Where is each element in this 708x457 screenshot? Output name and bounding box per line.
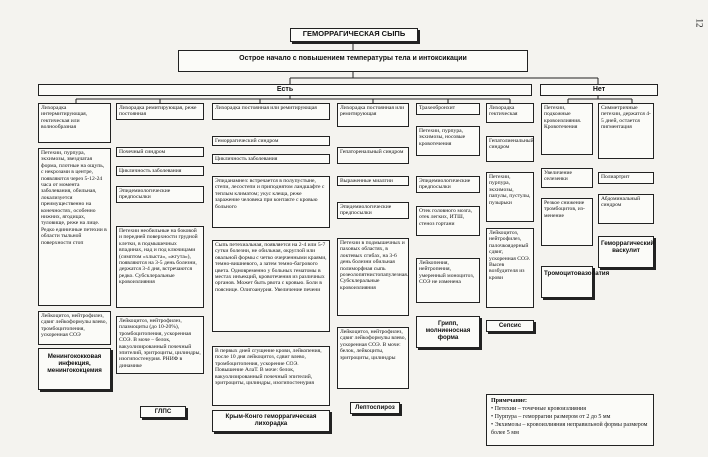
col6-diagnosis: Сепсис	[486, 320, 534, 332]
col3-lab: В первых дней сгущение крови, лейкопения, после 10 дня лейкоцитоз, сдвиг влево, тромбоцитопения, ускорение СОЭ. Повышение АлаТ. В моче: белок, вакуолизированный почечный эпителий, эритроциты, цилиндры, изогипостенурия	[212, 346, 330, 406]
col3-diagnosis: Крым-Конго геморрагическая лихорадка	[212, 410, 330, 432]
col6-hepatolienal: Гепатолиенальный синдром	[486, 136, 534, 162]
no-branch: Нет	[540, 84, 658, 96]
col3-hemorrhagic: Геморрагический синдром	[212, 136, 330, 146]
col1-diagnosis: Менингококковая инфекция, менингококцемия	[38, 348, 111, 390]
col1-head: Лихорадка интермитирующая, гектическая или волнообразная	[38, 103, 111, 143]
col8-polyarthritis: Полиартрит	[598, 172, 654, 184]
note-line-petechiae: • Петехии – точечные кровоизлияния	[491, 406, 587, 412]
col2-head: Лихорадка ремитирующая, реже постоянная	[116, 103, 204, 120]
col2-cyclic: Цикличность заболевания	[116, 166, 204, 176]
note-title: Примечание:	[491, 398, 528, 404]
col4-myalgia: Выраженные миалгии	[337, 176, 409, 186]
col2-rash: Петехии необильные на боковой и передней поверхности грудной клетки, в подмышечных впадинах, над и под ключицами (симптом «хлыста», «жгута»), появляются на 3-5 день болезни, держатся 3-4 дня, встречаются редко. Субсклеральные кровоизлияния	[116, 226, 204, 308]
col5-complications: Отек головного мозга, отек легких, ИТШ, стеноз гортани	[416, 206, 480, 236]
col3-rash: Сыпь петехиальная, появляется на 2-4 или 5-7 сутки болезни, не обильная, округлой или овальной формы с четко очерченными краями, темно-вишневого, а затем темно-багрового цвета. Одновременно у больных гематомы в местах инъекций, кровотечения из различных органов. Может быть рвота с кровью. Боли в пояснице. Олигоанурия. Увеличение печени	[212, 240, 330, 332]
col4-rash: Петехии в подмышечных и паховых областях, в локтевых сгибах, на 3-6 день болезни обильная полиморфная сыпь розеолопятнистопапулезная. Субсклеральные кровоизлияния	[337, 238, 409, 316]
col7-bleeding: Петехии, подкожные кровоизлияния. Кровотечения	[541, 103, 593, 155]
col2-epidem: Эпидемиологические предпосылки	[116, 186, 204, 203]
col1-lab: Лейкоцитоз, нейтрофилез, сдвиг лейкоформулы влево, тромбоцитопения, ускоренная СОЭ	[38, 311, 111, 345]
col5-head: Трахеобронхит	[416, 103, 480, 115]
col2-diagnosis: ГЛПС	[140, 406, 186, 418]
col3-head: Лихорадка постоянная или ремитирующая	[212, 103, 330, 120]
col4-head: Лихорадка постоянная или ремитирующая	[337, 103, 409, 127]
col6-lab: Лейкоцитоз, нейтрофилез, палочкоядерный сдвиг, ускоренная СОЭ. Высев возбудителя из крови	[486, 228, 534, 308]
col7-diagnosis: Тромоцитовазопатия	[541, 266, 593, 298]
yes-branch: Есть	[38, 84, 532, 96]
col4-hepatorenal: Гепаторенальный синдром	[337, 147, 409, 164]
col5-diagnosis: Грипп, молниеносная форма	[416, 316, 480, 348]
page-number: 12	[694, 18, 705, 28]
col1-rash: Петехии, пурпура, экхимозы, звездчатая форма, плотные на ощупь, с некрозами в центре, появляются через 5-12-24 часа от момента заболевания, обильная, локализуется преимущественно на конечностях, особенно нижних, ягодицах, туловище, реже на лице. Редко единичные петехии в области тыльной поверхности стоп	[38, 148, 111, 306]
question-box: Острое начало с повышением температуры тела и интоксикации	[178, 50, 528, 72]
col3-epidem: Эпиданамнез: встречается в полупустыне, степи, лесостепи и приподнятом ландшафте с теплым климатом; укус клеща, реже заражение человека при контакте с кровью больного	[212, 176, 330, 228]
col7-platelets: Резкое снижение тромбоцитов, из-менение	[541, 198, 593, 246]
note-line-ecchymosis: • Экхимозы – кровоизлияния неправильной формы размером более 5 мм	[491, 422, 648, 436]
col3-cyclic: Цикличность заболевания	[212, 154, 330, 164]
col2-renal: Почечный синдром	[116, 147, 204, 157]
diagram-title: ГЕМОРРАГИЧЕСКАЯ СЫПЬ	[290, 28, 418, 42]
note-line-purpura: • Пурпура – геморрагии размером от 2 до 5 мм	[491, 414, 611, 420]
col4-epidem: Эпидемиологические предпосылки	[337, 202, 409, 219]
col5-epidem: Эпидемиологические предпосылки	[416, 176, 480, 193]
col8-diagnosis: Геморрагический васкулит	[598, 236, 654, 268]
col5-lab: Лейкопения, нейтропения, умеренный моноцитоз, СОЭ не изменена	[416, 258, 480, 303]
col8-petechiae: Симметричные петехии, держатся 4-5 дней, остается пигментация	[598, 103, 654, 159]
legend-note	[486, 394, 654, 446]
col4-diagnosis: Лептоспироз	[350, 402, 400, 414]
col6-head: Лихорадка гектическая	[486, 103, 534, 123]
col7-spleen: Увеличение селезенки	[541, 168, 593, 188]
col2-lab: Лейкоцитоз, нейтрофилез, плазмоциты (до 10-20%), тромбоцитопения, ускоренная СОЭ. В моче – белок, вакуолизированный почечный эпителий, эритроциты, цилиндры, изогипостенурия. РНИФ в динамике	[116, 316, 204, 374]
col5-bleeding: Петехии, пурпура, экхимозы, носовые кровотечения	[416, 126, 480, 156]
col6-rash: Петехии, пурпура, экхимозы, папулы, пустулы, пузырьки	[486, 172, 534, 222]
col4-lab: Лейкоцитоз, нейтрофилез, сдвиг лейкоформулы влево, ускоренная СОЭ. В моче: белок, лейкоциты, эритроциты, цилиндры	[337, 327, 409, 389]
col8-abdominal: Абдоминальный синдром	[598, 194, 654, 224]
